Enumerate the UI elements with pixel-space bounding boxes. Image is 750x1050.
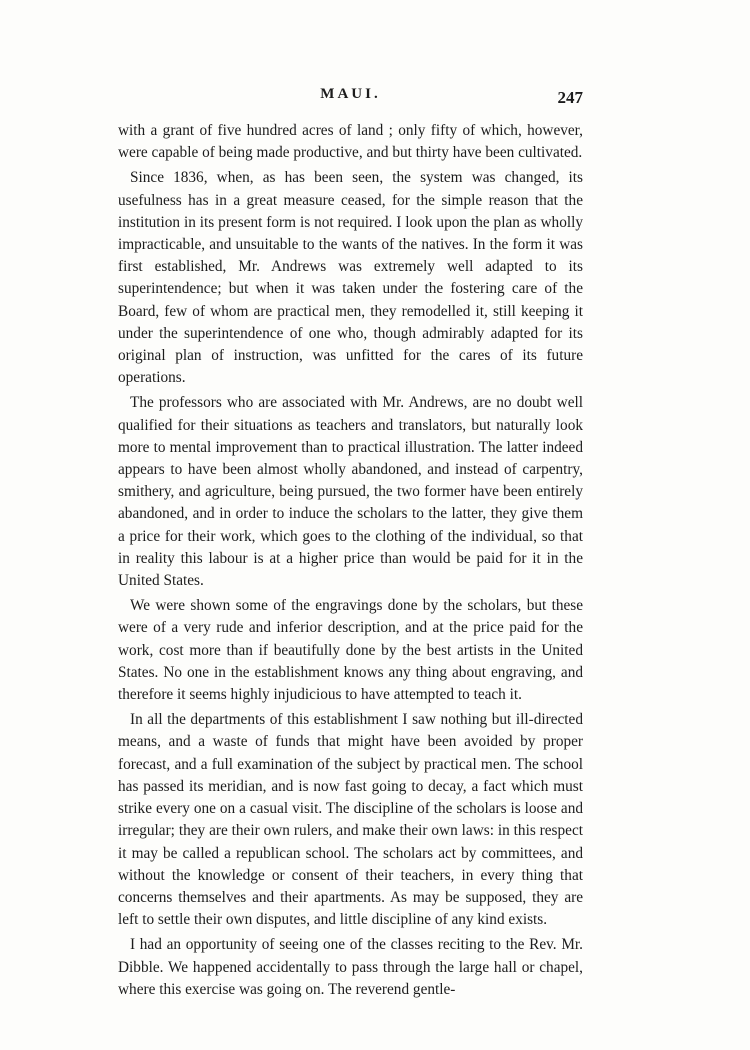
page-number: 247 <box>557 88 583 107</box>
paragraph: In all the departments of this establishment I saw nothing but ill-directed means, and a waste of funds that might have been avoided by proper forecast, and a full examination of the subject by practical men. The school has passed its meridian, and is now fast going to decay, a fact which must strike every one on a casual visit. The discipline of the scholars is loose and irregular; they are their own rulers, and make their own laws: in this respect it may be called a republican school. The scholars act by committees, and without the knowledge or consent of their teachers, in every thing that concerns themselves and their apartments. As may be supposed, they are left to settle their own disputes, and little discipline of any kind exists. <box>118 711 583 929</box>
paragraph: Since 1836, when, as has been seen, the system was changed, its usefulness has in a great measure ceased, for the simple reason that the institution in its present form is not required. I look upon the plan as wholly impracticable, and unsuitable to the wants of the natives. In the form it was first established, Mr. Andrews was extremely well adapted to its superintendence; but when it was taken under the fostering care of the Board, few of whom are practical men, they remodelled it, still keeping it under the superintendence of one who, though admirably adapted for its original plan of instruction, was unfitted for the cares of its future operations. <box>118 169 583 387</box>
body-text <box>118 120 583 1004</box>
running-title: MAUI. <box>320 86 381 102</box>
paragraph-continuation: with a grant of five hundred acres of land ; only fifty of which, however, were capable of being made productive, and but thirty have been cultivated. <box>118 122 583 162</box>
paragraph: The professors who are associated with Mr. Andrews, are no doubt well qualified for their situations as teachers and translators, but naturally look more to mental improvement than to practical illustration. The latter indeed appears to have been almost wholly abandoned, and instead of carpentry, smithery, and agriculture, being pursued, the two former have been entirely abandoned, and in order to induce the scholars to the latter, they give them a price for their work, which goes to the clothing of the individual, so that in reality this labour is at a higher price than would be paid for it in the United States. <box>118 394 583 590</box>
paragraph: We were shown some of the engravings done by the scholars, but these were of a very rude and inferior description, and at the price paid for the work, cost more than if beautifully done by the best artists in the United States. No one in the establishment knows any thing about engraving, and therefore it seems highly injudicious to have attempted to teach it. <box>118 597 583 704</box>
paragraph: I had an opportunity of seeing one of the classes reciting to the Rev. Mr. Dibble. We happened accidentally to pass through the large hall or chapel, where this exercise was going on. The reverend gentle- <box>118 936 583 998</box>
running-head <box>118 82 583 106</box>
